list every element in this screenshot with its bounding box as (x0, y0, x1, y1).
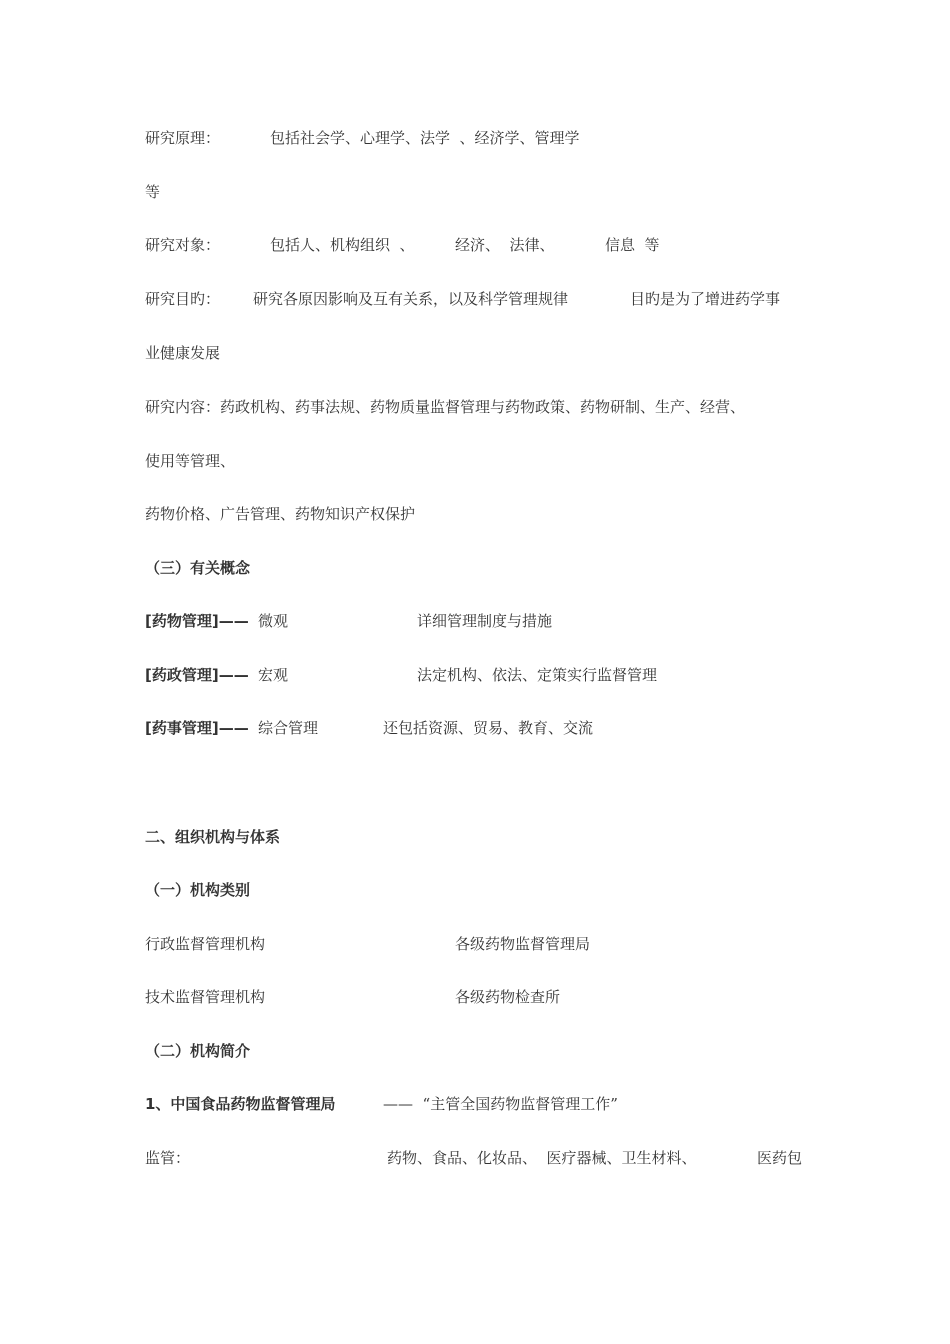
text-tech-agency-desc: 各级药物检查所 (455, 988, 561, 1006)
line-research-content (145, 397, 746, 437)
text-supervision-items-end: 医药包 (757, 1149, 803, 1167)
text-sfda-desc: —— “主管全国药物监督管理工作” (383, 1095, 618, 1113)
text-purpose-part1: 研究各原因影响及互有关系，以及科学管理规律 (253, 290, 569, 308)
term-pharmacy-affairs-desc: 还包括资源、贸易、教育、交流 (383, 719, 594, 737)
term-drug-management-scope: 微观 (258, 612, 289, 630)
text-admin-agency: 行政监督管理机构 (145, 935, 266, 953)
line-tech-agency (145, 987, 561, 1047)
term-drug-administration-scope: 宏观 (258, 666, 289, 684)
line-pharmacy-affairs (145, 718, 594, 798)
text-object-part1: 包括人、机构组织 、 (270, 236, 415, 254)
heading-agency-intro-text: （二）机构简介 (145, 1042, 251, 1060)
label-supervision: 监管： (145, 1149, 191, 1167)
line-content-continuation-2 (145, 504, 416, 544)
heading-related-concepts (145, 558, 251, 598)
term-drug-management: [药物管理]—— (145, 612, 249, 630)
text-purpose-part2: 目旳是为了增进药学事 (630, 290, 781, 308)
text-research-content: 研究内容：药政机构、药事法规、药物质量监督管理与药物政策、药物研制、生产、经营、 (145, 398, 746, 416)
label-research-principle: 研究原理： (145, 129, 221, 147)
term-pharmacy-affairs: [药事管理]—— (145, 719, 249, 737)
term-drug-administration-desc: 法定机构、依法、定策实行监督管理 (417, 666, 658, 684)
label-research-purpose: 研究目旳： (145, 290, 221, 308)
line-content-continuation-1 (145, 451, 236, 491)
heading-agency-categories-text: （一）机构类别 (145, 881, 251, 899)
line-continuation-etc (145, 182, 161, 222)
line-supervision (145, 1148, 803, 1228)
label-research-object: 研究对象： (145, 236, 221, 254)
line-purpose-continuation (145, 343, 221, 383)
text-research-principle: 包括社会学、心理学、法学 、经济学、管理学 (270, 129, 580, 147)
text-object-part3: 信息 等 (605, 236, 660, 254)
heading-organization (145, 827, 281, 867)
heading-agency-categories (145, 880, 251, 920)
line-research-principle (145, 128, 580, 188)
text-admin-agency-desc: 各级药物监督管理局 (455, 935, 591, 953)
text-content-continuation-2: 药物价格、广告管理、药物知识产权保护 (145, 505, 416, 523)
term-pharmacy-affairs-scope: 综合管理 (258, 719, 319, 737)
line-sfda (145, 1094, 618, 1154)
heading-related-concepts-text: （三）有关概念 (145, 559, 251, 577)
text-supervision-items: 药物、食品、化妆品、 医疗器械、卫生材料、 (387, 1149, 697, 1167)
text-content-continuation-1: 使用等管理、 (145, 452, 236, 470)
heading-agency-intro (145, 1041, 251, 1081)
line-admin-agency (145, 934, 591, 994)
text-purpose-continuation: 业健康发展 (145, 344, 221, 362)
term-drug-administration: [药政管理]—— (145, 666, 249, 684)
term-drug-management-desc: 详细管理制度与措施 (417, 612, 553, 630)
text-tech-agency: 技术监督管理机构 (145, 988, 266, 1006)
heading-organization-text: 二、组织机构与体系 (145, 828, 281, 846)
text-object-part2: 经济、 法律、 (455, 236, 555, 254)
text-etc: 等 (145, 183, 161, 201)
heading-sfda: 1、中国食品药物监督管理局 (145, 1095, 336, 1113)
